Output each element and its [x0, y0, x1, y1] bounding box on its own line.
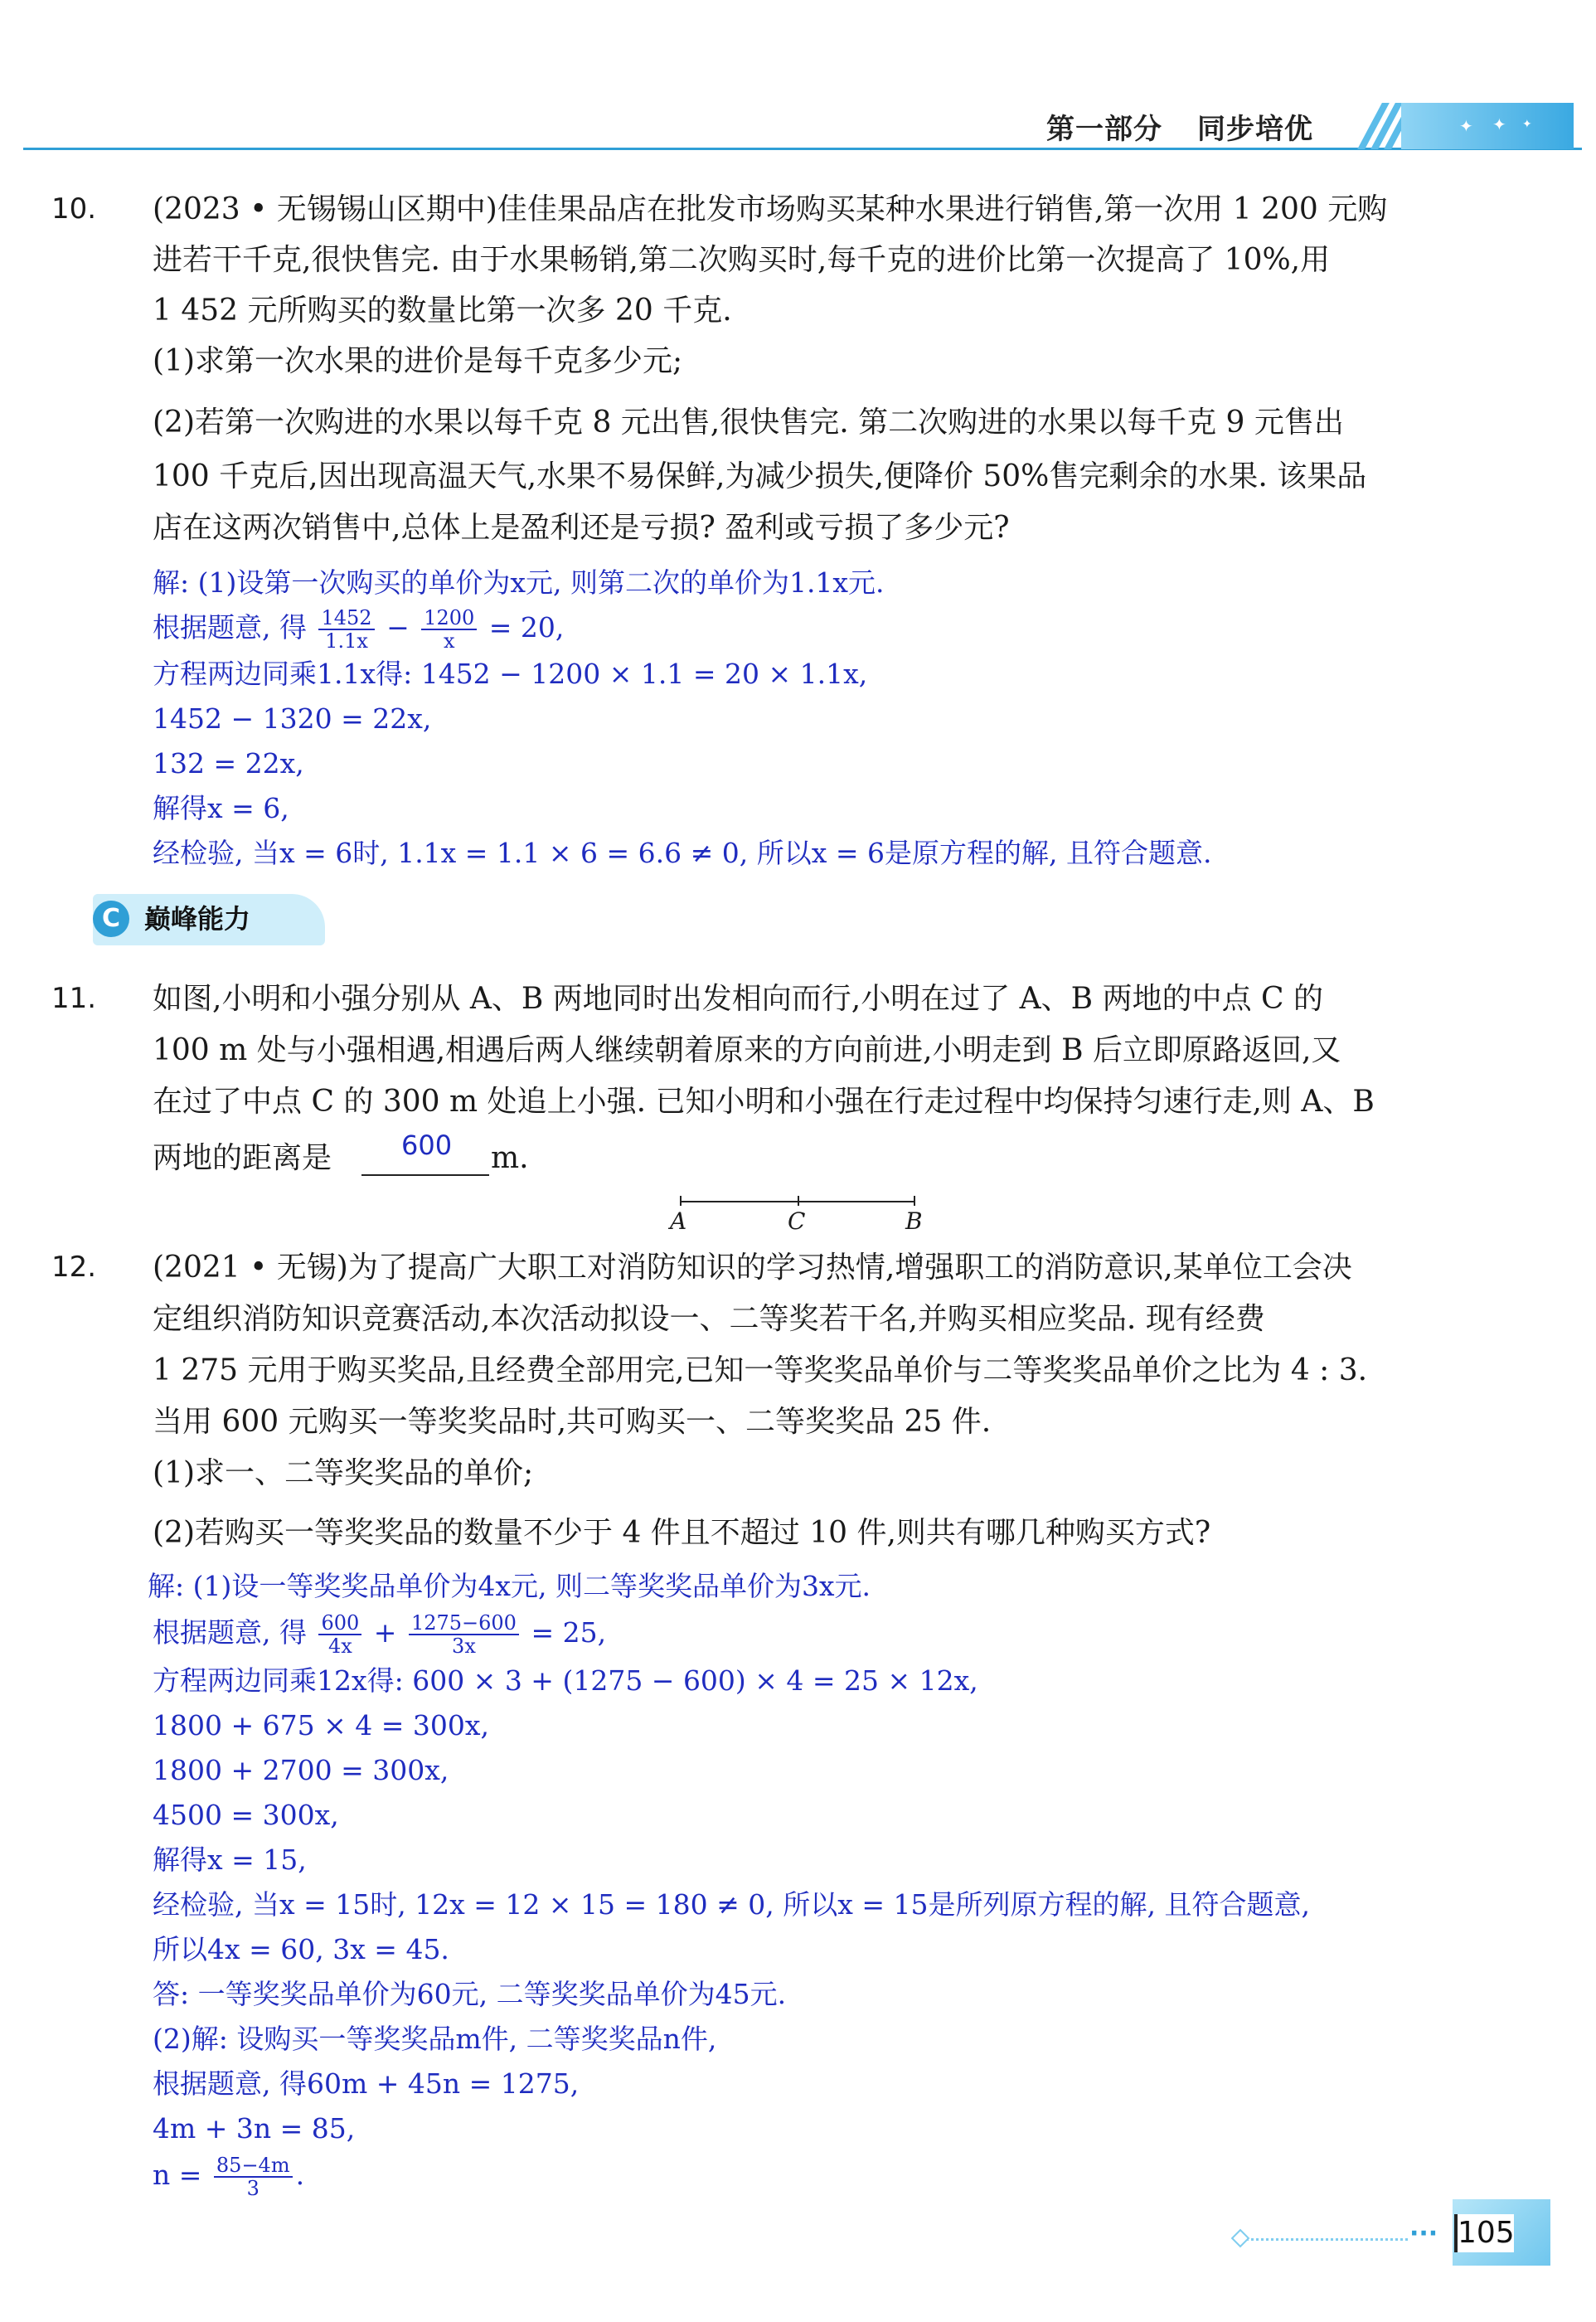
segment-tick — [798, 1196, 799, 1206]
solution-line: 解: (1)设一等奖奖品单价为4x元, 则二等奖奖品单价为3x元. — [148, 1570, 871, 1602]
point-label: B — [905, 1207, 923, 1235]
solution-line: 方程两边同乘1.1x得: 1452 − 1200 × 1.1 = 20 × 1.1x, — [153, 658, 868, 690]
badge-letter: C — [93, 901, 129, 937]
solution-line: 4500 = 300x, — [153, 1799, 339, 1831]
point-label: C — [788, 1207, 806, 1235]
diamond-icon — [1231, 2229, 1250, 2248]
solution-line: 经检验, 当x = 15时, 12x = 12 × 15 = 180 ≠ 0, 所以x = 15是所列原方程的解, 且符合题意, — [153, 1888, 1310, 1921]
footer-dotted-rule — [1242, 2238, 1408, 2241]
header-section: 同步培优 — [1197, 113, 1313, 146]
ellipsis-icon: ··· — [1409, 2219, 1438, 2248]
problem-text-line: (2)若第一次购进的水果以每千克 8 元出售,很快售完. 第二次购进的水果以每千克 9 元售出 — [153, 406, 1344, 440]
page-number: 105 — [1454, 2214, 1514, 2252]
problem-number: 10. — [51, 192, 97, 226]
problem-text-line: (1)求一、二等奖奖品的单价; — [153, 1456, 534, 1490]
problem-text-line: (1)求第一次水果的进价是每千克多少元; — [153, 344, 683, 378]
problem-text-line: 1 452 元所购买的数量比第一次多 20 千克. — [153, 294, 732, 328]
problem-text-line: (2023 • 无锡锡山区期中)佳佳果品店在批发市场购买某种水果进行销售,第一次用 1 200 元购 — [153, 192, 1388, 226]
fraction: $\frac{600}{4x}$ — [318, 1612, 361, 1657]
star-icon: ✦ — [1492, 114, 1506, 134]
fraction: $\frac{1452}{1.1x}$ — [318, 607, 374, 652]
solution-line: 1800 + 2700 = 300x, — [153, 1754, 449, 1786]
star-icon: ✦ — [1459, 116, 1473, 136]
solution-equation: 根据题意, 得 $\frac{600}{4x}$ + $\frac{1275-600}{3x}$ = 25, — [153, 1611, 607, 1658]
problem-text-line: 进若干千克,很快售完. 由于水果畅销,第二次购买时,每千克的进价比第一次提高了 10%,用 — [153, 243, 1331, 277]
solution-line: 方程两边同乘12x得: 600 × 3 + (1275 − 600) × 4 = 25 × 12x, — [153, 1664, 978, 1697]
solution-line: 根据题意, 得60m + 45n = 1275, — [153, 2067, 580, 2100]
problem-text-line: 定组织消防知识竞赛活动,本次活动拟设一、二等奖若干名,并购买相应奖品. 现有经费 — [153, 1302, 1265, 1336]
solution-line: 经检验, 当x = 6时, 1.1x = 1.1 × 6 = 6.6 ≠ 0, 所以x = 6是原方程的解, 且符合题意. — [153, 837, 1212, 869]
problem-text-line: 在过了中点 C 的 300 m 处追上小强. 已知小明和小强在行走过程中均保持匀速行走,则 A、B — [153, 1085, 1375, 1119]
unit-label: m. — [491, 1141, 529, 1175]
problem-text-line: 店在这两次销售中,总体上是盈利还是亏损? 盈利或亏损了多少元? — [153, 511, 1010, 545]
solution-line: 解: (1)设第一次购买的单价为x元, 则第二次的单价为1.1x元. — [153, 566, 885, 599]
solution-line: 答: 一等奖奖品单价为60元, 二等奖奖品单价为45元. — [153, 1978, 787, 2010]
section-badge — [93, 889, 332, 950]
problem-text-line: 100 千克后,因出现高温天气,水果不易保鲜,为减少损失,便降价 50%售完剩余的水果. 该果品 — [153, 459, 1367, 493]
problem-text-line: 当用 600 元购买一等奖奖品时,共可购买一、二等奖奖品 25 件. — [153, 1405, 992, 1439]
solution-line: 132 = 22x, — [153, 747, 304, 780]
point-label: A — [670, 1207, 687, 1235]
header-title — [1046, 106, 1313, 147]
problem-text-line: (2021 • 无锡)为了提高广大职工对消防知识的学习热情,增强职工的消防意识,某单位工会决 — [153, 1251, 1352, 1285]
problem-text-line: 两地的距离是 — [153, 1141, 332, 1175]
header-part: 第一部分 — [1046, 113, 1162, 146]
badge-label: 巅峰能力 — [144, 903, 251, 935]
problem-text-line: 1 275 元用于购买奖品,且经费全部用完,已知一等奖奖品单价与二等奖奖品单价之比为 4 : 3. — [153, 1353, 1368, 1387]
segment-tick — [914, 1196, 915, 1206]
problem-text-line: 100 m 处与小强相遇,相遇后两人继续朝着原来的方向前进,小明走到 B 后立即原路返回,又 — [153, 1033, 1341, 1067]
solution-line: 1452 − 1320 = 22x, — [153, 702, 432, 735]
answer-value: 600 — [401, 1129, 453, 1161]
problem-text-line: 如图,小明和小强分别从 A、B 两地同时出发相向而行,小明在过了 A、B 两地的中点 C 的 — [153, 982, 1323, 1016]
solution-line: 解得x = 15, — [153, 1844, 307, 1876]
solution-line: (2)解: 设购买一等奖奖品m件, 二等奖奖品n件, — [153, 2023, 717, 2055]
problem-number: 11. — [51, 982, 97, 1015]
answer-blank — [361, 1174, 489, 1176]
solution-equation: n = $\frac{85-4m}{3}$ . — [153, 2154, 305, 2200]
solution-line: 1800 + 675 × 4 = 300x, — [153, 1709, 489, 1742]
problem-text-line: (2)若购买一等奖奖品的数量不少于 4 件且不超过 10 件,则共有哪几种购买方式? — [153, 1516, 1211, 1550]
solution-line: 4m + 3n = 85, — [153, 2112, 356, 2145]
header-rule — [23, 148, 1582, 150]
solution-line: 解得x = 6, — [153, 792, 289, 824]
problem-number: 12. — [51, 1251, 97, 1284]
segment-tick — [680, 1196, 682, 1206]
star-icon: ✦ — [1522, 118, 1532, 131]
solution-equation: 根据题意, 得 $\frac{1452}{1.1x}$ − $\frac{1200}{x}$ = 20, — [153, 606, 565, 653]
solution-line: 所以4x = 60, 3x = 45. — [153, 1933, 449, 1965]
fraction: $\frac{1200}{x}$ — [421, 607, 477, 652]
fraction: $\frac{1275-600}{3x}$ — [409, 1612, 519, 1657]
header-banner — [1401, 103, 1574, 149]
fraction: $\frac{85-4m}{3}$ — [214, 2154, 293, 2199]
